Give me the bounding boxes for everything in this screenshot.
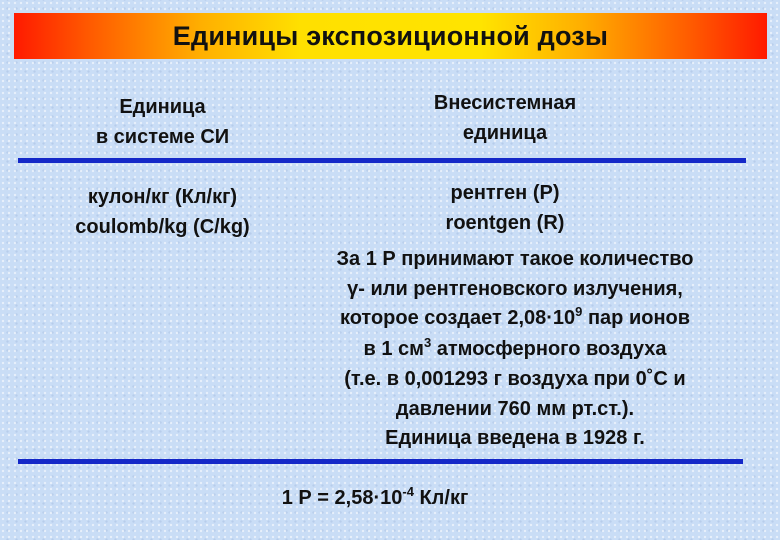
definition-line: За 1 Р принимают такое количество [336, 248, 694, 270]
non-system-unit-value-line: roentgen (R) [445, 212, 565, 234]
definition-text: в 1 см [363, 337, 424, 360]
definition-text: пар ионов [582, 307, 691, 329]
non-system-unit-header-line: единица [462, 122, 548, 144]
definition-line [280, 335, 750, 366]
non-system-unit-value-line: рентген (Р) [450, 182, 560, 204]
non-system-unit-header-line: Внесистемная [433, 92, 577, 114]
exponent: 9 [575, 304, 583, 319]
exponent: -4 [402, 484, 414, 499]
si-unit-header-line: в системе СИ [95, 126, 230, 148]
si-unit-header [45, 92, 280, 152]
definition-line: Единица введена в 1928 г. [385, 427, 645, 449]
definition-line: (т.е. в 0,001293 г воздуха при 0˚С и [344, 368, 686, 390]
exponent: 3 [423, 334, 432, 350]
definition-line: давлении 760 мм рт.ст.). [395, 397, 635, 420]
title-banner [14, 13, 767, 59]
definition-line [280, 304, 750, 335]
non-system-unit-value [390, 178, 620, 238]
si-unit-header-line: Единица [119, 96, 206, 118]
page-title: Единицы экспозиционной дозы [172, 20, 609, 51]
definition-line: γ- или рентгеновского излучения, [347, 277, 683, 300]
si-unit-value-line: coulomb/kg (C/kg) [75, 216, 250, 238]
formula-text: Кл/кг [413, 487, 469, 509]
si-unit-value [25, 182, 300, 242]
conversion-formula [235, 483, 515, 515]
roentgen-definition [280, 245, 750, 454]
definition-text: атмосферного воздуха [431, 337, 667, 360]
si-unit-value-line: кулон/кг (Кл/кг) [87, 186, 238, 208]
formula-text: 1 Р = 2,58·10 [281, 487, 403, 509]
header-divider [18, 158, 746, 163]
non-system-unit-header [385, 88, 625, 148]
footer-divider [18, 459, 743, 464]
definition-text: которое создает 2,08·10 [339, 307, 576, 329]
